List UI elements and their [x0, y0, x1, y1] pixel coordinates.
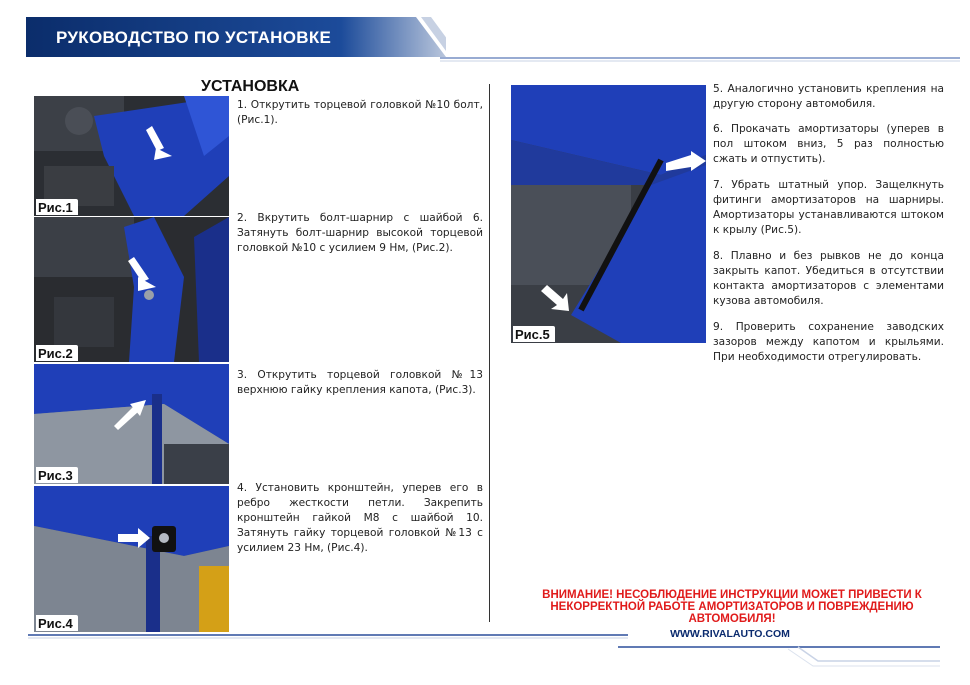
step-3-text: 3. Открутить торцевой головкой №13 верхнюю гайку крепления капота, (Рис.3). — [237, 369, 483, 396]
step-9-text: 9. Проверить сохранение заводских зазоров между капотом и крыльями. При необходимости отрегулировать. — [713, 321, 944, 363]
column-divider — [489, 84, 490, 622]
figure-5-label: Рис.5 — [513, 326, 555, 342]
strut-installed-image — [511, 85, 706, 343]
bracket-image — [34, 486, 229, 632]
header-banner — [26, 17, 446, 57]
website-link[interactable]: WWW.RIVALAUTO.COM — [670, 628, 790, 640]
step-4-text: 4. Установить кронштейн, уперев его в ребро жесткости петли. Закрепить кронштейн гайкой М8 с шайбой 10. Затянуть гайку торцевой головкой №13 с усилием 23 Нм, (Рис.4). — [237, 482, 483, 554]
figure-4-label: Рис.4 — [36, 615, 78, 631]
step-6-text: 6. Прокачать амортизаторы (уперев в пол штоком вниз, 5 раз полностью сжать и отпустить). — [713, 123, 944, 165]
step-8-text: 8. Плавно и без рывков не до конца закрыть капот. Убедиться в отсутствии контакта амортизаторов с элементами кузова автомобиля. — [713, 250, 944, 307]
step-7-text: 7. Убрать штатный упор. Защелкнуть фитинги амортизаторов на шарниры. Амортизаторы устанавливаются штоком к крылу (Рис.5). — [713, 179, 944, 236]
figure-4-photo — [34, 486, 229, 632]
figure-2-label: Рис.2 — [36, 345, 78, 361]
figure-5-photo — [511, 85, 706, 343]
figure-1-label: Рис.1 — [36, 199, 78, 215]
figure-1-photo — [34, 96, 229, 216]
figure-3-photo — [34, 364, 229, 484]
page-title: РУКОВОДСТВО ПО УСТАНОВКЕ — [56, 28, 332, 47]
header-rule — [440, 54, 960, 62]
step-1-text: 1. Открутить торцевой головкой №10 болт, (Рис.1). — [237, 99, 483, 126]
figure-3-label: Рис.3 — [36, 467, 78, 483]
section-title: УСТАНОВКА — [201, 78, 300, 95]
step-2-text: 2. Вкрутить болт-шарнир с шайбой 6. Затянуть болт-шарнир высокой торцевой головкой №10 с усилием 9 Нм, (Рис.2). — [237, 212, 483, 254]
hood-nut-image — [34, 364, 229, 484]
warning-text: ВНИМАНИЕ! НЕСОБЛЮДЕНИЕ ИНСТРУКЦИИ МОЖЕТ ПРИВЕСТИ К НЕКОРРЕКТНОЙ РАБОТЕ АМОРТИЗАТОРОВ И ПОВРЕЖДЕНИЮ АВТОМОБИЛЯ! — [542, 589, 922, 625]
engine-bay-image — [34, 96, 229, 216]
bolt-hinge-image — [34, 217, 229, 362]
figure-2-photo — [34, 217, 229, 362]
step-5-text: 5. Аналогично установить крепления на другую сторону автомобиля. — [713, 83, 944, 110]
